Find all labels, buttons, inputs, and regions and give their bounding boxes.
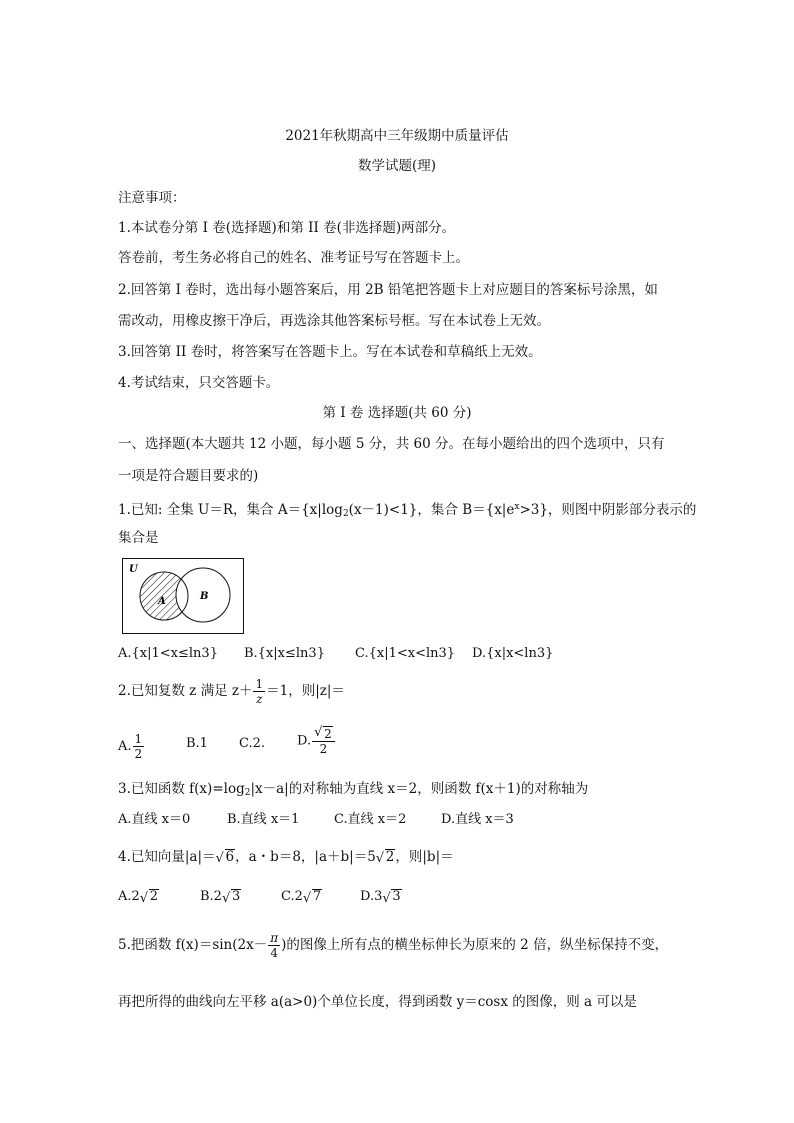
q1-stem	[118, 497, 696, 524]
q2-option-a-num: 1	[134, 732, 143, 746]
notes-heading: 注意事项：	[118, 190, 186, 206]
q1-option-c: C.{x|1<x<ln3}	[355, 646, 456, 661]
sqrt-icon: √	[375, 851, 385, 866]
q4-option-c-radicand: 7	[312, 889, 322, 904]
q1-stem-line2: 集合是	[118, 530, 159, 546]
section-intro-2: 一项是符合题目要求的)	[118, 468, 259, 484]
q4-radicand-1: 6	[225, 849, 235, 865]
q4-stem-a: 4.已知向量|a|＝	[118, 849, 216, 865]
q4-option-b-sqrt	[222, 887, 241, 907]
q5-fraction-num: π	[270, 931, 279, 945]
sqrt-icon: √	[314, 725, 323, 740]
q5-stem-a: 5.把函数 f(x)＝sin(2x－	[118, 937, 268, 953]
venn-label-b: B	[200, 591, 209, 602]
q4-radicand-2: 2	[385, 849, 395, 865]
q4-option-a-radicand: 2	[149, 889, 159, 904]
section-title: 第 I 卷 选择题(共 60 分)	[322, 405, 472, 421]
q5-fraction-den: 4	[270, 946, 278, 960]
q1-log-base: 2	[342, 509, 349, 519]
q2-fraction	[253, 677, 265, 706]
q2-stem-b: ＝1，则|z|＝	[266, 683, 345, 699]
sqrt-icon: √	[382, 891, 391, 906]
venn-diagram	[122, 558, 244, 634]
exam-title: 2021年秋期高中三年级期中质量评估	[285, 128, 509, 144]
q3-option-d: D.直线 x＝3	[441, 812, 514, 827]
q3-option-c: C.直线 x＝2	[334, 812, 407, 827]
q4-stem-c: ，则|b|＝	[395, 849, 454, 865]
venn-label-a: A	[158, 596, 166, 607]
q1-stem-a: 1.已知: 全集 U＝R，集合 A＝{x|log	[118, 502, 343, 518]
q5-stem-line2: 再把所得的曲线向左平移 a(a>0)个单位长度，得到函数 y＝cosx 的图像，则 a 可以是	[118, 994, 637, 1010]
q2-option-d-num	[312, 726, 335, 742]
q2-option-d	[297, 726, 336, 756]
q4-option-b	[200, 887, 241, 907]
q4-option-a	[118, 887, 159, 907]
q4-option-a-sqrt	[140, 887, 159, 907]
note-2a: 2.回答第 I 卷时，选出每小题答案后，用 2B 铅笔把答题卡上对应题目的答案标号涂黑，如	[118, 282, 658, 298]
q4-option-b-label: B.2	[200, 889, 222, 904]
q4-option-d-label: D.3	[360, 889, 383, 904]
q3-stem-a: 3.已知函数 f(x)=log	[118, 781, 245, 797]
q2-option-c: C.2.	[239, 736, 266, 751]
note-3: 3.回答第 II 卷时，将答案写在答题卡上。写在本试卷和草稿纸上无效。	[118, 344, 542, 360]
note-4: 4.考试结束，只交答题卡。	[118, 375, 280, 391]
q1-exponent: x	[514, 502, 520, 512]
q4-stem-b: ，a・b＝8，|a＋b|＝5	[235, 849, 376, 865]
q4-option-c-sqrt	[303, 887, 322, 907]
q1-stem-b: (x－1)<1}，集合 B＝{x|e	[348, 502, 515, 518]
section-intro-1: 一、选择题(本大题共 12 小题，每小题 5 分，共 60 分。在每小题给出的四个选项中，只有	[118, 436, 665, 452]
q4-option-c	[281, 887, 322, 907]
q5-stem-b: )的图像上所有点的横坐标伸长为原来的 2 倍，纵坐标保持不变，	[281, 937, 669, 953]
q2-option-a-frac	[133, 732, 145, 761]
note-1b: 答卷前，考生务必将自己的姓名、准考证号写在答题卡上。	[118, 250, 469, 266]
venn-label-u: U	[129, 564, 138, 575]
q4-option-c-label: C.2	[281, 889, 303, 904]
q5-stem	[118, 931, 668, 960]
q3-option-b: B.直线 x＝1	[227, 812, 300, 827]
q1-option-a: A.{x|1<x≤ln3}	[118, 646, 218, 661]
q1-stem-c: >3}，则图中阴影部分表示的	[519, 502, 697, 518]
exam-subtitle: 数学试题(理)	[357, 158, 437, 174]
q2-option-d-den: 2	[319, 742, 328, 756]
q3-stem	[118, 779, 588, 803]
sqrt-icon: √	[139, 891, 149, 906]
q2-stem-a: 2.已知复数 z 满足 z＋	[118, 683, 253, 699]
q1-option-d: D.{x|x<ln3}	[472, 646, 554, 661]
q4-sqrt-2	[376, 847, 396, 867]
sqrt-icon: √	[215, 851, 224, 866]
q4-stem	[118, 847, 454, 867]
q4-option-a-label: A.2	[118, 889, 140, 904]
q1-option-b: B.{x|x≤ln3}	[244, 646, 325, 661]
sqrt-icon: √	[302, 891, 312, 906]
q3-log-base: 2	[244, 788, 251, 798]
q2-stem	[118, 677, 345, 706]
q4-option-d-sqrt	[382, 887, 401, 907]
q5-fraction	[268, 931, 280, 960]
sqrt-icon: √	[221, 891, 231, 906]
q2-option-d-sqrt	[314, 726, 333, 741]
q4-option-d	[360, 887, 402, 907]
q2-option-d-frac	[312, 726, 335, 756]
q2-option-b: B.1	[186, 736, 208, 751]
q2-option-d-label: D.	[297, 733, 312, 749]
q3-stem-b: |x－a|的对称轴为直线 x＝2，则函数 f(x＋1)的对称轴为	[250, 781, 589, 797]
q2-option-a-den: 2	[134, 747, 143, 761]
q2-option-a-label: A.	[118, 739, 132, 754]
q2-fraction-num: 1	[255, 677, 264, 691]
q2-option-d-radicand: 2	[324, 727, 332, 741]
q2-option-a	[118, 732, 145, 761]
q4-option-d-radicand: 3	[392, 889, 401, 904]
note-1: 1.本试卷分第 I 卷(选择题)和第 II 卷(非选择题)两部分。	[118, 220, 456, 236]
note-2b: 需改动，用橡皮擦干净后，再选涂其他答案标号框。写在本试卷上无效。	[118, 313, 550, 329]
q4-option-b-radicand: 3	[231, 889, 241, 904]
q4-sqrt-1	[216, 847, 236, 867]
q3-option-a: A.直线 x＝0	[118, 812, 191, 827]
q2-fraction-den: z	[256, 692, 263, 706]
